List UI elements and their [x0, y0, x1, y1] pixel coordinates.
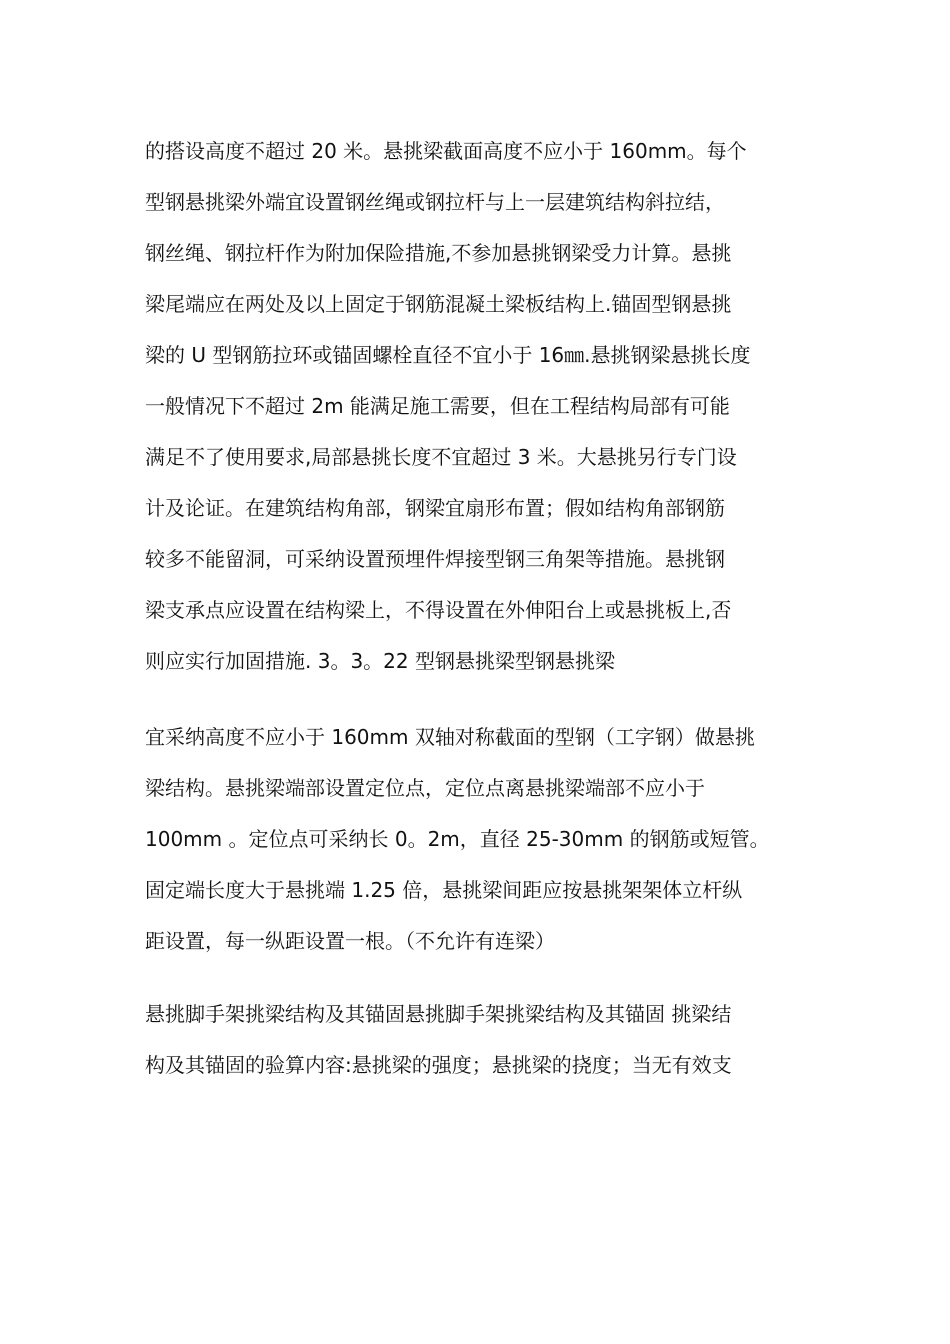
text-line: 梁支承点应设置在结构梁上，不得设置在外伸阳台上或悬挑板上,否 — [145, 598, 732, 622]
text-line: 梁的 U 型钢筋拉环或锚固螺栓直径不宜小于 16㎜.悬挑钢梁悬挑长度 — [145, 343, 751, 367]
text-line: 梁尾端应在两处及以上固定于钢筋混凝土梁板结构上.锚固型钢悬挑 — [145, 292, 732, 316]
paragraph-3 — [145, 989, 810, 1091]
paragraph-1 — [145, 126, 810, 687]
text-line: 型钢悬挑梁外端宜设置钢丝绳或钢拉杆与上一层建筑结构斜拉结， — [145, 190, 725, 214]
text-line: 构及其锚固的验算内容:悬挑梁的强度；悬挑梁的挠度；当无有效支 — [145, 1053, 732, 1077]
paragraph-gap — [145, 687, 810, 712]
text-line: 的搭设高度不超过 20 米。悬挑梁截面高度不应小于 160mm。每个 — [145, 139, 747, 163]
text-line: 较多不能留洞，可采纳设置预埋件焊接型钢三角架等措施。悬挑钢 — [145, 547, 725, 571]
text-line: 满足不了使用要求,局部悬挑长度不宜超过 3 米。大悬挑另行专门设 — [145, 445, 737, 469]
text-line: 钢丝绳、钢拉杆作为附加保险措施,不参加悬挑钢梁受力计算。悬挑 — [145, 241, 732, 265]
text-line: 固定端长度大于悬挑端 1.25 倍，悬挑梁间距应按悬挑架架体立杆纵 — [145, 878, 743, 902]
text-line: 100mm 。定位点可采纳长 0。2m，直径 25-30mm 的钢筋或短管。 — [145, 827, 770, 851]
paragraph-2 — [145, 712, 810, 967]
text-line: 则应实行加固措施. 3。3。22 型钢悬挑梁型钢悬挑梁 — [145, 649, 615, 673]
text-line: 计及论证。在建筑结构角部，钢梁宜扇形布置；假如结构角部钢筋 — [145, 496, 725, 520]
text-line: 梁结构。悬挑梁端部设置定位点，定位点离悬挑梁端部不应小于 — [145, 776, 705, 800]
body-text — [145, 126, 810, 1091]
paragraph-gap — [145, 967, 810, 989]
text-line: 宜采纳高度不应小于 160mm 双轴对称截面的型钢（工字钢）做悬挑 — [145, 725, 755, 749]
text-line: 一般情况下不超过 2m 能满足施工需要，但在工程结构局部有可能 — [145, 394, 730, 418]
text-line: 距设置，每一纵距设置一根。（不允许有连梁） — [145, 929, 555, 953]
text-line: 悬挑脚手架挑梁结构及其锚固悬挑脚手架挑梁结构及其锚固 挑梁结 — [145, 1002, 732, 1026]
